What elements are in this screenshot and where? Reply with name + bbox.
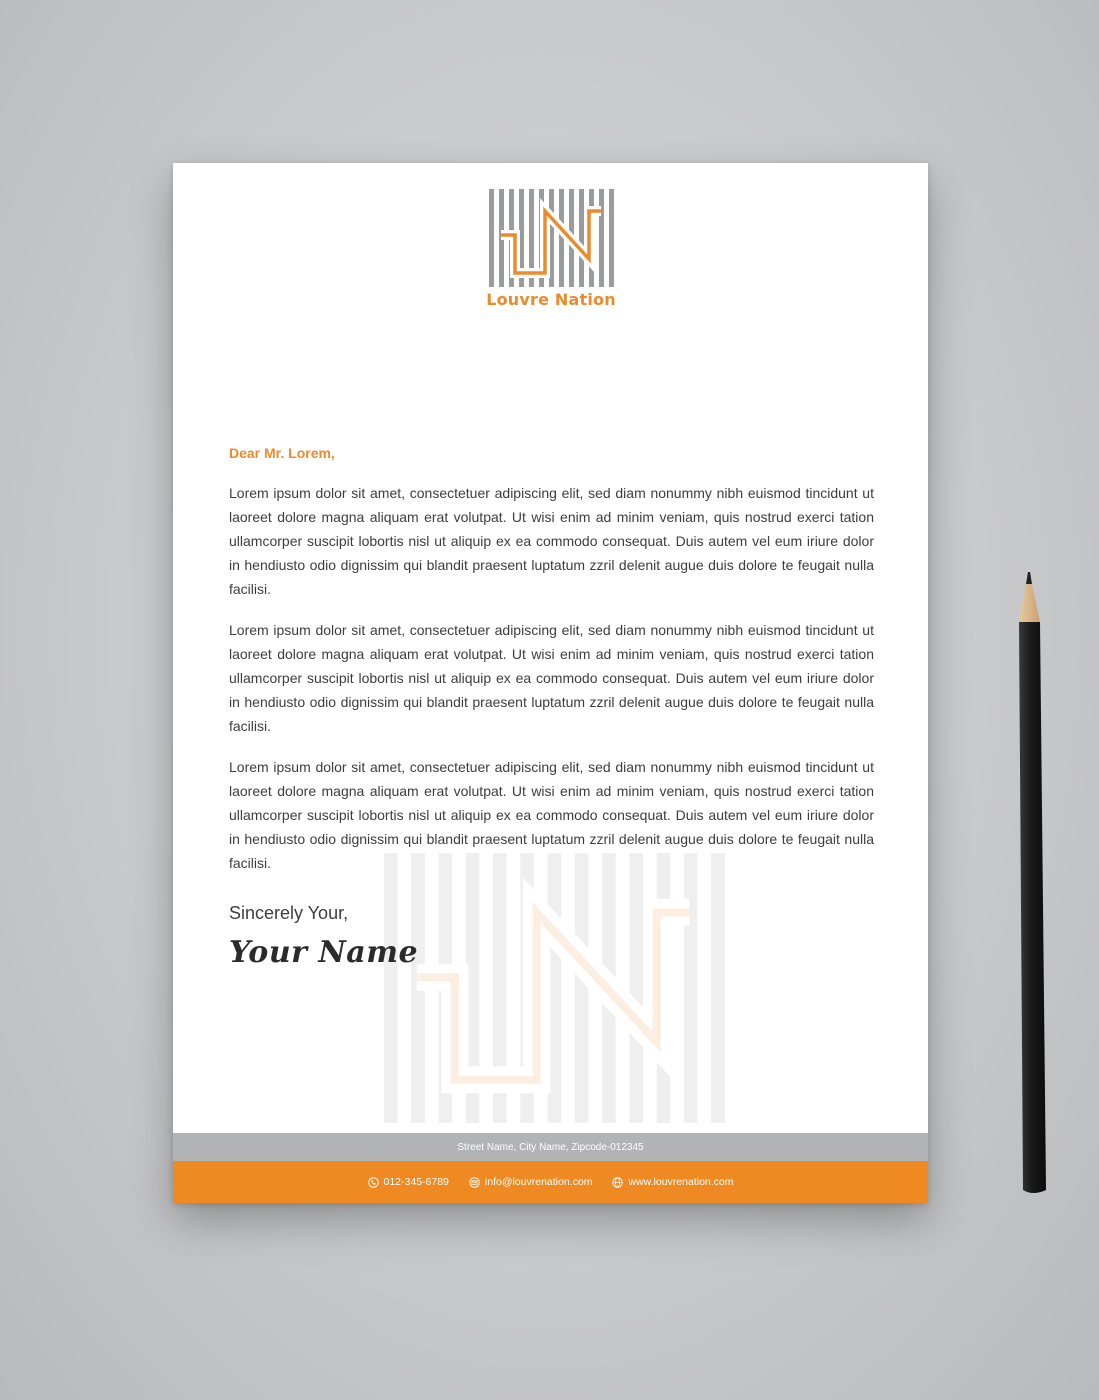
footer-contact-bar xyxy=(173,1161,928,1203)
pencil xyxy=(1015,570,1047,1195)
letter-greeting: Dear Mr. Lorem, xyxy=(229,445,335,461)
footer-email[interactable] xyxy=(469,1176,593,1188)
logo-mark xyxy=(485,189,617,289)
brand-name: Louvre Nation xyxy=(486,290,616,309)
body-paragraph-3: Lorem ipsum dolor sit amet, consectetuer adipiscing elit, sed diam nonummy nibh euismod tincidunt ut laoreet dolore magna aliquam erat volutpat. Ut wisi enim ad minim veniam, quis nostrud exerci tation ullamcorper suscipit lobortis nisl ut aliquip ex ea commodo consequat. Duis autem vel eum iriure dolor in hendiusto odio dignissim qui blandit praesent luptatum zzril delenit augue duis dolore te feugait nulla facilisi. xyxy=(229,759,874,871)
footer-website[interactable] xyxy=(612,1176,733,1188)
letter-body xyxy=(229,481,874,892)
footer-email-text[interactable]: info@louvrenation.com xyxy=(484,1176,593,1188)
footer-website-text[interactable]: www.louvrenation.com xyxy=(628,1176,734,1188)
globe-icon xyxy=(612,1177,623,1188)
letter-closing: Sincerely Your, xyxy=(229,903,349,923)
letterhead-page xyxy=(173,163,928,1203)
footer-phone xyxy=(368,1176,449,1188)
email-icon xyxy=(469,1177,480,1188)
footer-address: Street Name, City Name, Zipcode-012345 xyxy=(457,1141,644,1153)
body-paragraph-2: Lorem ipsum dolor sit amet, consectetuer adipiscing elit, sed diam nonummy nibh euismod tincidunt ut laoreet dolore magna aliquam erat volutpat. Ut wisi enim ad minim veniam, quis nostrud exerci tation ullamcorper suscipit lobortis nisl ut aliquip ex ea commodo consequat. Duis autem vel eum iriure dolor in hendiusto odio dignissim qui blandit praesent luptatum zzril delenit augue duis dolore te feugait nulla facilisi. xyxy=(229,622,874,734)
brand-logo xyxy=(485,189,617,313)
pencil-graphic xyxy=(1015,570,1047,1195)
footer-phone-text: 012-345-6789 xyxy=(383,1176,449,1188)
body-paragraph-1: Lorem ipsum dolor sit amet, consectetuer adipiscing elit, sed diam nonummy nibh euismod tincidunt ut laoreet dolore magna aliquam erat volutpat. Ut wisi enim ad minim veniam, quis nostrud exerci tation ullamcorper suscipit lobortis nisl ut aliquip ex ea commodo consequat. Duis autem vel eum iriure dolor in hendiusto odio dignissim qui blandit praesent luptatum zzril delenit augue duis dolore te feugait nulla facilisi. xyxy=(229,485,874,597)
logo-watermark xyxy=(373,853,733,1123)
watermark-mark xyxy=(373,853,733,1123)
letter-signature: Your Name xyxy=(229,935,419,970)
footer-address-bar xyxy=(173,1133,928,1161)
phone-icon xyxy=(368,1177,379,1188)
